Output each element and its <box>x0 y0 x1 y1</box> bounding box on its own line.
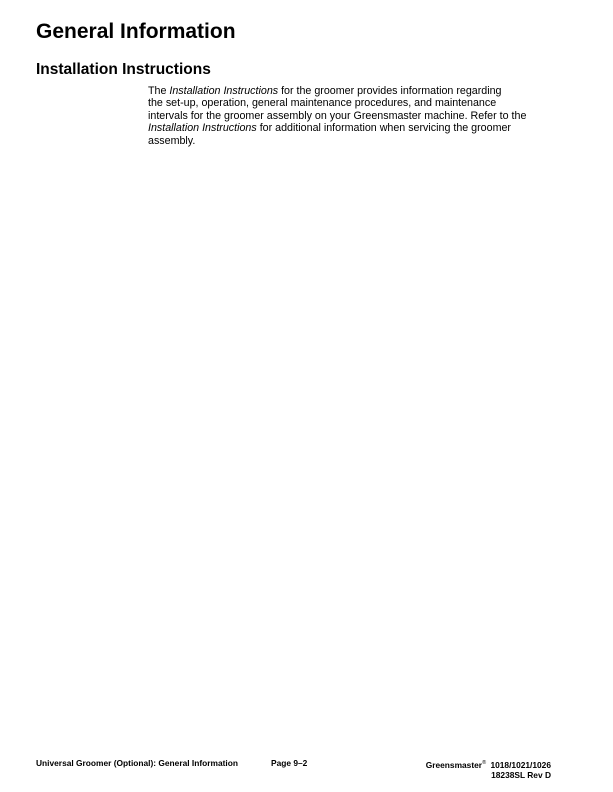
page-title: General Information <box>36 20 236 43</box>
paragraph-line: assembly. <box>148 134 196 147</box>
paragraph-line: the set-up, operation, general maintenance procedures, and maintenance <box>148 97 497 110</box>
footer-doc-number: 18238SL Rev D <box>491 769 551 780</box>
footer-model-line <box>426 758 551 770</box>
emphasis-text: Installation Instructions <box>169 85 279 97</box>
paragraph-line <box>148 85 528 97</box>
paragraph-text: for additional information when servicing the groomer <box>256 122 511 135</box>
footer-product-info <box>426 758 551 780</box>
footer-models: 1018/1021/1026 <box>488 759 551 770</box>
footer-brand: Greensmaster <box>425 759 483 770</box>
footer-page-number: Page 9–2 <box>271 758 308 768</box>
paragraph-line <box>148 122 528 134</box>
registered-mark: ® <box>482 760 487 766</box>
footer-section-title: Universal Groomer (Optional): General Information <box>36 758 238 768</box>
paragraph-text: for the groomer provides information regarding <box>278 85 502 97</box>
emphasis-text: Installation Instructions <box>148 122 257 135</box>
paragraph-text: The <box>148 85 170 97</box>
body-paragraph <box>148 85 528 147</box>
paragraph-line: intervals for the groomer assembly on your Greensmaster machine. Refer to the <box>148 109 527 122</box>
section-heading: Installation Instructions <box>36 61 211 78</box>
